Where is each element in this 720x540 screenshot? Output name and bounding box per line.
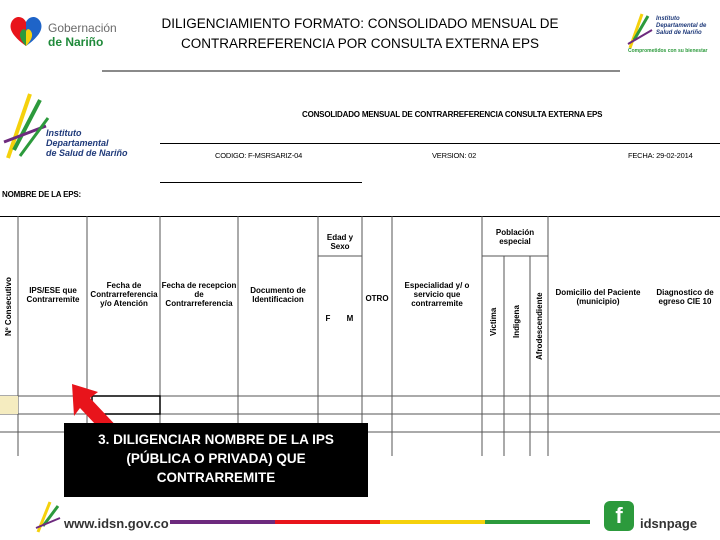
- form-logo-line3: de Salud de Nariño: [46, 148, 128, 158]
- col-fecha-atencion: Fecha de Contrarreferencia y/o Atención: [90, 281, 158, 308]
- col-domicilio: Domicilio del Paciente (municipio): [555, 288, 641, 306]
- title-line2: CONTRARREFERENCIA POR CONSULTA EXTERNA EPS: [180, 36, 540, 51]
- idsn-header-text: Instituto Departamental de Salud de Nariño: [656, 16, 707, 36]
- gobernacion-logo: [8, 14, 118, 54]
- callout-line2: (PÚBLICA O PRIVADA) QUE: [126, 451, 306, 466]
- gob-line2: de Nariño: [48, 35, 104, 49]
- col-afro: Afrodescendiente: [535, 292, 544, 360]
- col-m: M: [346, 314, 354, 323]
- wheat-logo-icon: [626, 10, 656, 50]
- col-f: F: [325, 314, 331, 323]
- form-logo-line2: Departamental: [46, 138, 109, 148]
- form-version: VERSION: 02: [432, 151, 477, 160]
- col-ips: IPS/ESE que Contrarremite: [26, 286, 80, 304]
- footer-color-bar: [170, 520, 590, 524]
- form-logo-text: [46, 128, 156, 158]
- callout-line1: 3. DILIGENCIAR NOMBRE DE LA IPS: [98, 432, 334, 447]
- instruction-callout: [64, 423, 368, 497]
- callout-line3: CONTRARREMITE: [156, 470, 276, 485]
- gob-line1: Gobernación: [48, 21, 117, 35]
- col-especialidad: Especialidad y/ o servicio que contrarremite: [404, 281, 470, 308]
- col-diagnostico: Diagnostico de egreso CIE 10: [656, 288, 714, 306]
- col-edad-sexo: Edad y Sexo: [326, 233, 354, 251]
- col-victima: Victima: [489, 307, 498, 336]
- gobernacion-text: [48, 22, 117, 48]
- col-poblacion: Población especial: [495, 228, 535, 246]
- col-indigena: Indigena: [512, 305, 521, 338]
- col-consecutivo: Nº Consecutivo: [4, 277, 13, 336]
- heart-logo-icon: [8, 14, 44, 48]
- form-title: CONSOLIDADO MENSUAL DE CONTRARREFERENCIA CONSULTA EXTERNA EPS: [302, 110, 603, 119]
- footer-wheat-icon: [34, 498, 64, 534]
- title-line1: DILIGENCIAMIENTO FORMATO: CONSOLIDADO MENSUAL DE: [161, 16, 559, 31]
- facebook-icon[interactable]: f: [604, 501, 634, 531]
- form-logo-line1: Instituto: [46, 128, 82, 138]
- page-title: [160, 14, 560, 54]
- footer-social-handle[interactable]: idsnpage: [640, 516, 698, 531]
- eps-label: NOMBRE DE LA EPS:: [2, 190, 81, 199]
- form-fecha: FECHA: 29-02-2014: [628, 151, 693, 160]
- col-documento: Documento de Identificacion: [250, 286, 306, 304]
- col-fecha-recepcion: Fecha de recepcion de Contrarreferencia: [161, 281, 237, 308]
- footer-website-link[interactable]: www.idsn.gov.co: [64, 516, 169, 531]
- form-codigo: CODIGO: F-MSRSARIZ-04: [215, 151, 303, 160]
- header-divider: [102, 70, 620, 72]
- col-otro: OTRO: [365, 294, 389, 303]
- idsn-header-logo: [626, 10, 712, 56]
- idsn-tagline: Comprometidos con su bienestar: [628, 48, 708, 54]
- idsn-form-logo-icon: [2, 90, 52, 160]
